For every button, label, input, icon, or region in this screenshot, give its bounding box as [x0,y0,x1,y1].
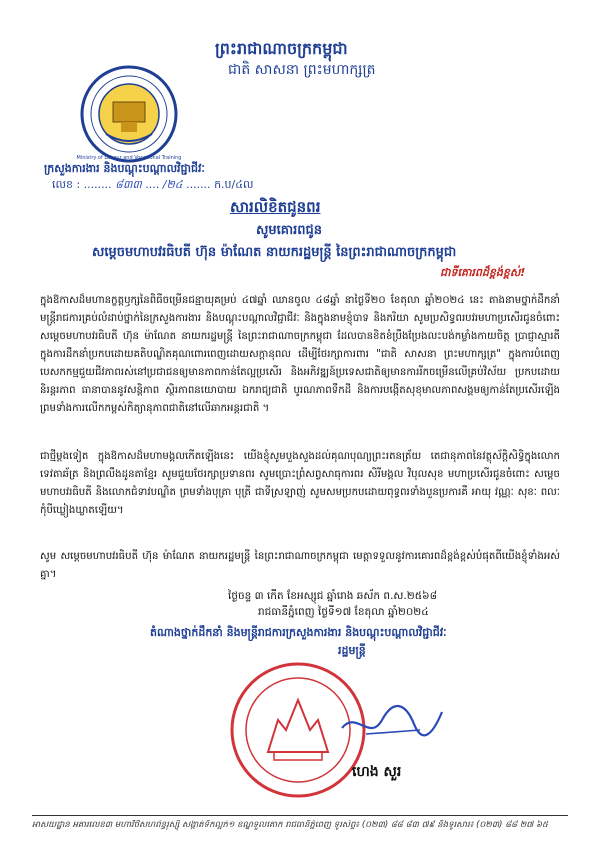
recipient-honorific: ជាទីគោរពដ៏ខ្ពង់ខ្ពស់! [440,266,526,279]
seal-lettering: Ministry of Labour and Vocational Training [76,155,182,161]
footer-address: អាសយដ្ឋាន អគារលេខ៣ មហាវិថីសហព័ន្ធរុស្ស៊ី សង្កាត់ទឹកល្អក់១ ខណ្ឌទួលគោក រាជធានីភ្នំពេញ ទូរស័ព្ទ៖ (០២៣) ៨៨ ៨៣ ៧៩ និងទូរសារ៖ (០២៣) ៨៨ ២៧ ៦៥ [32,820,549,830]
ministry-name: ក្រសួងការងារ និងបណ្តុះបណ្តាលវិជ្ជាជីវៈ [44,162,205,175]
ref-code: ក.ប/៤ល [214,178,254,191]
signatory-role: រដ្ឋមន្ត្រី [338,644,366,657]
date-solar: រាជធានីភ្នំពេញ ថ្ងៃទី១៧ ខែតុលា ឆ្នាំ២០២៤ [258,606,429,618]
document-type: សារលិខិតជូនពរ [230,198,321,216]
signatory-title: តំណាងថ្នាក់ដឹកនាំ និងមន្ត្រីរាជការក្រសួងការងារ និងបណ្តុះបណ្តាលវិជ្ជាជីវៈ [150,626,447,639]
national-motto: ជាតិ សាសនា ព្រះមហាក្សត្រ [228,62,376,78]
ministry-seal-logo [66,64,192,164]
signatory-name: ហេង សួរ [352,764,402,780]
body-paragraph-1: ក្នុងឱកាសដ៏មហានក្ខត្តឫក្សនៃពិធីចម្រើនជន្មាយុគម្រប់ ៤៧ឆ្នាំ ឈានចូល ៤៨ឆ្នាំ នាថ្ងៃទី២០ ខែតុលា ឆ្នាំ២០២៤ នេះ តាងនាមថ្នាក់ដឹកនាំ មន្ត្រីរាជការគ្រប់លំដាប់ថ្នាក់នៃក្រសួងការងារ និងបណ្តុះបណ្តាលវិជ្ជាជីវៈ និងក្នុងនាមខ្ញុំបាទ និងភរិយា សូមប្រសិទ្ធពរបវរមហាប្រសើរជូនចំពោះ សម្តេចមហាបវរធិបតី ហ៊ុន ម៉ាណែត នាយករដ្ឋមន្ត្រី នៃព្រះរាជាណាចក្រកម្ពុជា ដែលបានខិតខំប្រឹងប្រែងលះបង់កម្លាំងកាយចិត្ត ប្រាជ្ញាស្មារតី ក្នុងការដឹកនាំប្រកបដោយគតិបណ្ឌិតគុណពោរពេញដោយសក្តានុពល ដើម្បីថែរក្សាការពារ "ជាតិ សាសនា ព្រះមហាក្សត្រ" ក្នុងការបំពេញបេសកកម្មជួយជីវភាពរស់នៅប្រជាជនឲ្យមានភាពកាន់តែល្អប្រសើរ និងអភិវឌ្ឍន៍ប្រទេសជាតិឲ្យមានការរីកចម្រើនលើគ្រប់វិស័យ ប្រកបដោយនិរន្តរភាព ធានាបាននូវសន្តិភាព ស្ថិរភាពនយោបាយ ឯករាជ្យជាតិ បូរណភាពទឹកដី និងការបង្កើតសុខុមាលភាពសង្គមឲ្យកាន់តែប្រសើរឡើង ព្រមទាំងការលើកកម្ពស់កិត្យានុភាពជាតិនៅលើឆាកអន្តរជាតិ ។ [40,295,560,414]
footer-divider [32,815,568,816]
kingdom-title: ព្រះរាជាណាចក្រកម្ពុជា [215,39,348,58]
ref-suffix-handwritten: /២៤ [162,178,183,191]
reference-number: លេខ : ........ ៨៣៣ .... /២៤ ....... ក.ប/៤ល [52,178,254,191]
handwritten-signature [336,690,446,750]
recipient-title: សម្តេចមហាបវរធិបតី ហ៊ុន ម៉ាណែត នាយករដ្ឋមន្ត្រី នៃព្រះរាជាណាចក្រកម្ពុជា [92,245,457,260]
body-paragraph-3: សូម សម្តេចមហាបវរធិបតី ហ៊ុន ម៉ាណែត នាយករដ្ឋមន្ត្រី នៃព្រះរាជាណាចក្រកម្ពុជា មេត្តាទទួលនូវការគោរពដ៏ខ្ពង់ខ្ពស់បំផុតពីយើងខ្ញុំទាំងអស់គ្នា។ [40,551,560,580]
ref-label: លេខ [52,178,73,191]
date-lunar: ថ្ងៃចន្ទ ៣ កើត ខែអស្សុជ ឆ្នាំរោង ឆស័ក ព.ស.២៥៦៨ [228,590,438,602]
respect-line: សូមគោរពជូន [256,223,323,238]
ref-number-handwritten: ៨៣៣ [115,178,142,191]
body-paragraph-2: ជាថ្មីម្តងទៀត ក្នុងឱកាសដ៏មហាមង្គលកើតឡើងនេះ យើងខ្ញុំសូមបួងសួងដល់គុណបុណ្យព្រះរតនត្រ័យ តេជានុភាពនៃវត្ថុស័ក្តិសិទ្ធិក្នុងលោក ទេវតាឆ័ត្រ និងព្រលឹងដូនតាខ្មែរ សូមជួយថែរក្សាប្រទានពរ សូមប្រោះព្រំសព្វសាធុការពរ សិរីមង្គល វិបុលសុខ មហាប្រសើរជូនចំពោះ សម្តេចមហាបវរធិបតី និងលោកជំទាវបណ្ឌិត ព្រមទាំងបុត្រា បុត្រី ជាទីស្រឡាញ់ សូមសមប្រកបដោយពុទ្ធពរទាំងបួនប្រការគឺ អាយុ វណ្ណៈ សុខៈ ពលៈ កុំបីឃ្លៀងឃ្លាតឡើយ។ [40,451,560,516]
